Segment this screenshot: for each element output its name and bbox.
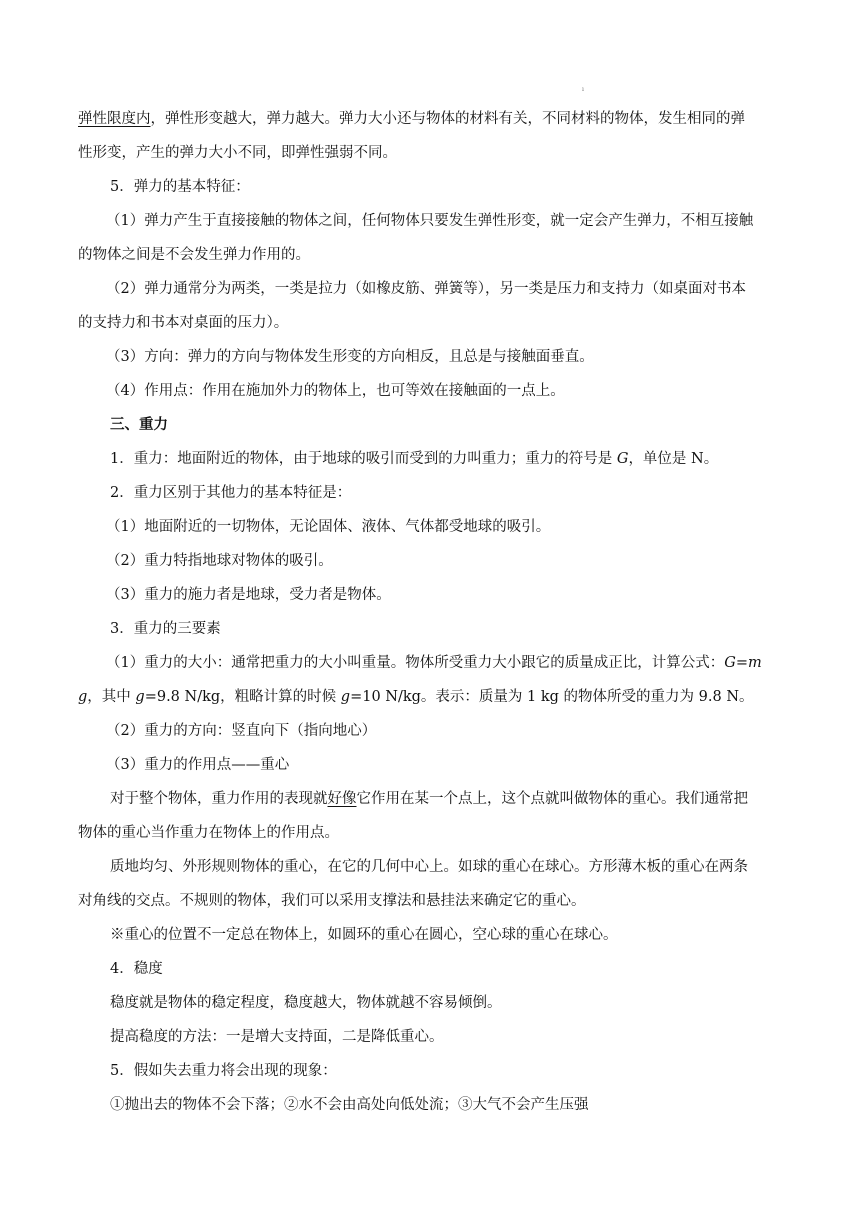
- text-run: =10 N/kg。表示：质量为 1 kg 的物体所受的重力为 9.8 N。: [350, 689, 754, 705]
- paragraph-line: （2）重力特指地球对物体的吸引。: [106, 553, 333, 569]
- paragraph-line: 质地均匀、外形规则物体的重心，在它的几何中心上。如球的重心在球心。方形薄木板的重心在两条: [110, 859, 748, 875]
- paragraph-line: [110, 442, 814, 476]
- formula: G=m: [724, 655, 762, 671]
- text-run: 对于整个物体，重力作用的表现就: [110, 791, 328, 807]
- item-heading: 5．弹力的基本特征：: [110, 179, 250, 195]
- paragraph-line: （4）作用点：作用在施加外力的物体上，也可等效在接触面的一点上。: [106, 383, 565, 399]
- paragraph-line: （2）重力的方向：竖直向下（指向地心）: [106, 723, 377, 739]
- formula-tail: g: [78, 689, 88, 705]
- paragraph-line: 对角线的交点。不规则的物体，我们可以采用支撑法和悬挂法来确定它的重心。: [78, 893, 586, 909]
- paragraph-line: [78, 102, 782, 136]
- paragraph-line: 物体的重心当作重力在物体上的作用点。: [78, 825, 339, 841]
- corner-mark: ı: [582, 86, 584, 93]
- paragraph-line: （1）地面附近的一切物体，无论固体、液体、气体都受地球的吸引。: [106, 519, 551, 535]
- note-line: ※重心的位置不一定总在物体上，如圆环的重心在圆心，空心球的重心在球心。: [110, 927, 618, 943]
- text-run: （1）重力的大小：通常把重力的大小叫重量。物体所受重力大小跟它的质量成正比，计算公式：: [106, 655, 725, 671]
- text-run: ，单位是 N。: [628, 451, 719, 467]
- section-heading: 三、重力: [110, 416, 168, 433]
- paragraph-line: （3）重力的作用点——重心: [106, 757, 290, 773]
- symbol-g: g: [340, 689, 351, 705]
- text-run: ，弹性形变越大，弹力越大。弹力大小还与物体的材料有关，不同材料的物体，发生相同的弹: [150, 111, 745, 127]
- symbol-g: G: [616, 451, 629, 467]
- item-heading: 5．假如失去重力将会出现的现象：: [110, 1063, 337, 1079]
- paragraph-line: （3）方向：弹力的方向与物体发生形变的方向相反，且总是与接触面垂直。: [106, 349, 594, 365]
- item-heading: 4．稳度: [110, 961, 163, 977]
- symbol-g: g: [135, 689, 145, 705]
- paragraph-line: 性形变，产生的弹力大小不同，即弹性强弱不同。: [78, 145, 397, 161]
- paragraph-line: 的支持力和书本对桌面的压力）。: [78, 315, 289, 331]
- paragraph-line: [110, 782, 814, 816]
- paragraph-line: （3）重力的施力者是地球，受力者是物体。: [106, 587, 391, 603]
- paragraph-line: 提高稳度的方法：一是增大支持面，二是降低重心。: [110, 1029, 444, 1045]
- paragraph-line: ①抛出去的物体不会下落；②水不会由高处向低处流；③大气不会产生压强: [110, 1097, 589, 1113]
- paragraph-line: [78, 680, 782, 714]
- paragraph-line: （1）弹力产生于直接接触的物体之间，任何物体只要发生弹性形变，就一定会产生弹力，不相互接触: [106, 213, 754, 229]
- underlined-term: 弹性限度内: [78, 111, 151, 127]
- text-run: 它作用在某一个点上，这个点就叫做物体的重心。我们通常把: [356, 791, 748, 807]
- text-run: ，其中: [87, 689, 136, 705]
- paragraph-line: [106, 646, 810, 680]
- paragraph-line: 的物体之间是不会发生弹力作用的。: [78, 247, 310, 263]
- text-run: 1．重力：地面附近的物体，由于地球的吸引而受到的力叫重力；重力的符号是: [110, 451, 617, 467]
- item-heading: 2．重力区别于其他力的基本特征是：: [110, 485, 352, 501]
- paragraph-line: （2）弹力通常分为两类，一类是拉力（如橡皮筋、弹簧等），另一类是压力和支持力（如桌面对书本: [106, 281, 746, 297]
- paragraph-line: 稳度就是物体的稳定程度，稳度越大，物体就越不容易倾倒。: [110, 995, 502, 1011]
- text-run: =9.8 N/kg，粗略计算的时候: [144, 689, 341, 705]
- underlined-term: 好像: [327, 791, 357, 807]
- item-heading: 3．重力的三要素: [110, 621, 221, 637]
